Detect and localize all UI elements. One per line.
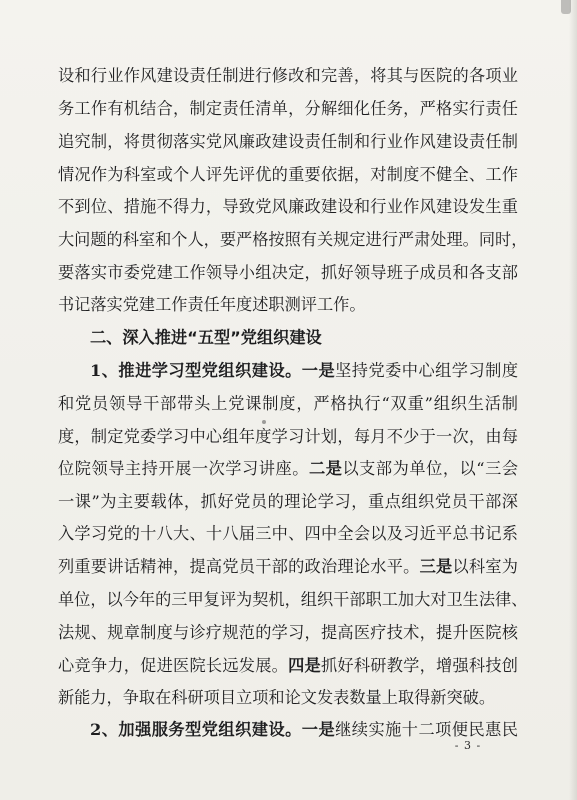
para1-line-11: 新能力，争取在科研项目立项和论文发表数量上取得新突破。 (58, 688, 496, 707)
para1-line-2: 和党员领导干部带头上党课制度，严格执行“双重”组织生活制 (58, 394, 518, 413)
marker-four: 四是 (288, 656, 321, 675)
para1-line-7-text: 列重要讲话精神，提高党员干部的政治理论水平。 (58, 557, 420, 576)
para1-line-1 (90, 358, 518, 384)
para1-line-9: 法规、规章制度与诊疗规范的学习，提高医疗技术，提升医院核 (58, 623, 518, 642)
body-line-7: 要落实市委党建工作领导小组决定，抓好领导班子成员和各支部 (58, 263, 518, 282)
body-line-4: 情况作为科室或个人评先评优的重要依据，对制度不健全、工作 (58, 165, 518, 184)
para1-lead: 1、推进学习型党组织建设。一是 (90, 361, 336, 380)
page-number: - 3 - (454, 739, 482, 752)
body-line-1: 设和行业作风建设责任制进行修改和完善，将其与医院的各项业 (58, 66, 518, 85)
scan-mark (561, 0, 571, 14)
para1-line-10 (58, 653, 518, 679)
para1-line-6: 入学习党的十八大、十八届三中、四中全会以及习近平总书记系 (58, 524, 518, 543)
para2-lead: 2、加强服务型党组织建设。一是 (90, 720, 336, 739)
body-line-8: 书记落实党建工作责任年度述职测评工作。 (58, 295, 366, 314)
marker-three: 三是 (419, 557, 453, 576)
para1-line-7-text-b: 以科室为 (452, 557, 518, 576)
para1-line-10-text-b: 抓好科研教学，增强科技创 (321, 656, 518, 675)
scan-edge-shadow (569, 0, 577, 800)
para1-line-10-text: 心竞争力，促进医院长远发展。 (58, 656, 289, 675)
para1-line-4-text-b: 以支部为单位，以“三会 (342, 459, 519, 478)
para1-line-4-text: 位院领导主持开展一次学习讲座。 (58, 459, 309, 478)
para1-line-4 (58, 456, 518, 482)
section-heading: 二、深入推进“五型”党组织建设 (90, 328, 322, 347)
para1-line-5: 一课”为主要载体，抓好党员的理论学习，重点组织党员干部深 (58, 492, 518, 511)
para2-line-1-text: 继续实施十二项便民惠民 (335, 720, 519, 739)
para1-line-3: 度，制定党委学习中心组年度学习计划，每月不少于一次，由每 (58, 427, 518, 446)
body-line-5: 不到位、措施不得力，导致党风廉政建设和行业作风建设发生重 (58, 197, 518, 216)
para1-line-7 (58, 554, 518, 580)
body-line-6: 大问题的科室和个人，要严格按照有关规定进行严肃处理。同时， (58, 230, 528, 249)
para1-line-1-text: 坚持党委中心组学习制度 (335, 361, 519, 380)
body-line-2: 务工作有机结合，制定责任清单，分解细化任务，严格实行责任 (58, 99, 518, 118)
para1-line-8: 单位，以今年的三甲复评为契机，组织干部职工加大对卫生法律、 (58, 590, 528, 609)
marker-two: 二是 (308, 459, 343, 478)
body-line-3: 追究制，将贯彻落实党风廉政建设责任制和行业作风建设责任制 (58, 132, 518, 151)
